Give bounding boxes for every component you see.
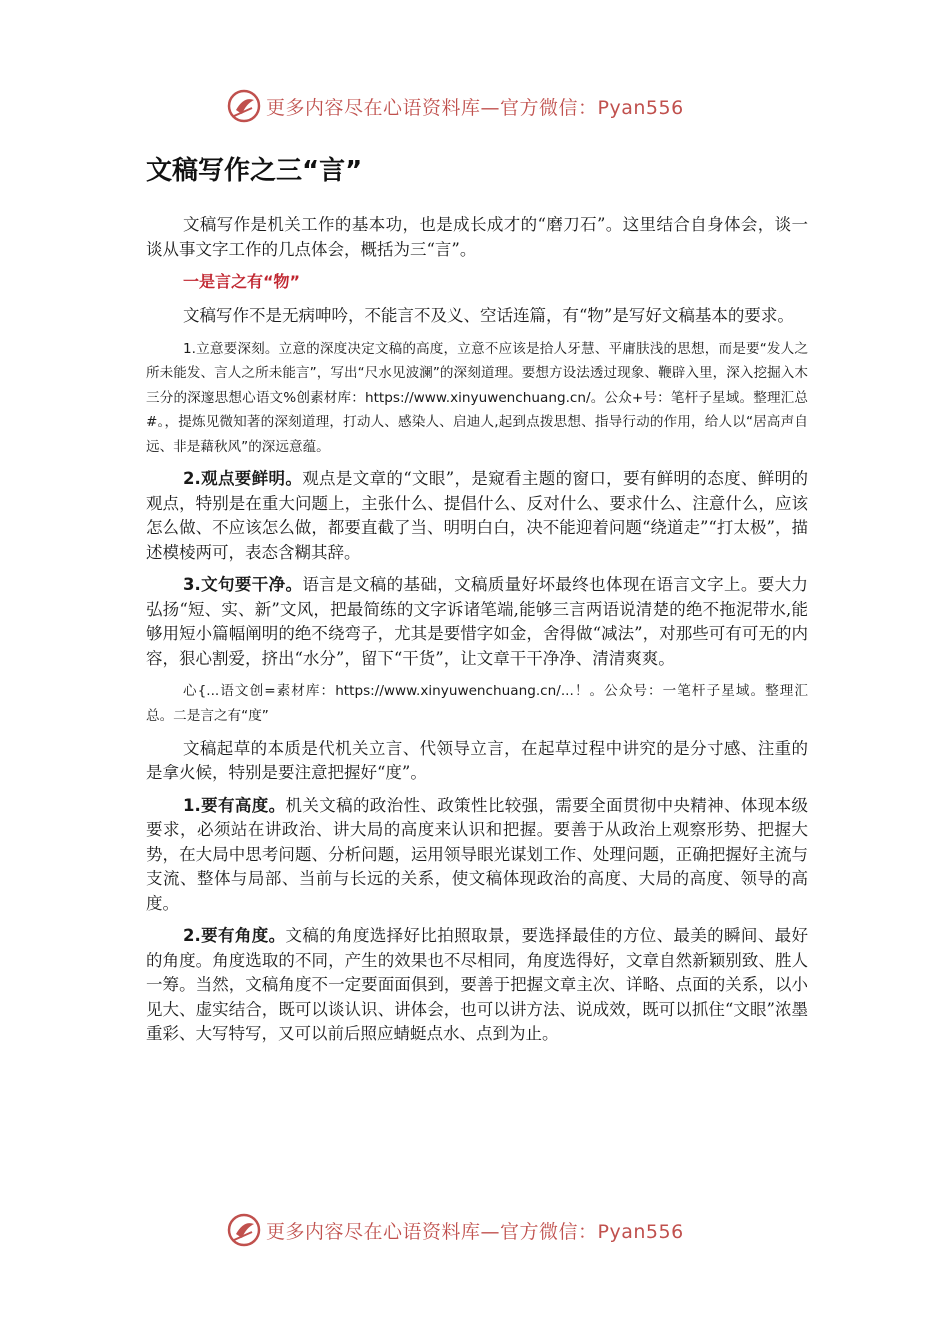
point-5-text: 文稿的角度选择好比拍照取景，要选择最佳的方位、最美的瞬间、最好的角度。角度选取的不同，产生的效果也不尽相同，角度选得好，文章自然新颖别致、胜人一筹。当然，文稿角度不一定要面面俱到，要善于把握文章主次、详略、点面的关系，以小见大、虚实结合，既可以谈认识、讲体会，也可以讲方法、说成效，既可以抓住“文眼”浓墨重彩、大写特写，又可以前后照应蜻蜓点水、点到为止。 (146, 926, 809, 1044)
section1-paragraph: 文稿写作不是无病呻吟，不能言不及义、空话连篇，有“物”是写好文稿基本的要求。 (183, 306, 794, 325)
watermark-paragraph: 心{...语文创=素材库：https://www.xinyuwenchuang.cn/...！。公众号：一笔杆子星域。整理汇总。二是言之有“度” (146, 683, 808, 725)
heart-book-logo-icon (226, 1212, 262, 1248)
document-body (146, 150, 808, 1055)
point-4-lead: 1.要有高度。 (183, 795, 286, 815)
page-title: 文稿写作之三“言” (146, 156, 363, 186)
point-3-text: 语言是文稿的基础，文稿质量好坏最终也体现在语言文字上。要大力弘扬“短、实、新”文风，把最简练的文字诉诸笔端,能够三言两语说清楚的绝不拖泥带水,能够用短小篇幅阐明的绝不绕弯子，尤其是要惜字如金，舍得做“减法”，对那些可有可无的内容，狠心割爱，挤出“水分”，留下“干货”，让文章干干净净、清清爽爽。 (146, 575, 809, 668)
header-banner (226, 86, 726, 126)
point-5-lead: 2.要有角度。 (183, 926, 286, 946)
point-4-text: 机关文稿的政治性、政策性比较强，需要全面贯彻中央精神、体现本级要求，必须站在讲政治、讲大局的高度来认识和把握。要善于从政治上观察形势、把握大势，在大局中思考问题、分析问题，运用领导眼光谋划工作、处理问题，正确把握好主流与支流、整体与局部、当前与长远的关系，使文稿体现政治的高度、大局的高度、领导的高度。 (146, 795, 809, 913)
point-2-lead: 2.观点要鲜明。 (183, 469, 303, 489)
point-2-text: 观点是文章的“文眼”，是窥看主题的窗口，要有鲜明的态度、鲜明的观点，特别是在重大问题上，主张什么、提倡什么、反对什么、要求什么、注意什么，应该怎么做、不应该怎么做，都要直截了当、明明白白，决不能迎着问题“绕道走”“打太极”，描述模棱两可，表态含糊其辞。 (146, 469, 808, 562)
point-3-paragraph (146, 573, 808, 671)
point-4-paragraph (146, 794, 808, 917)
point-3-lead: 3.文句要干净。 (183, 575, 303, 595)
heart-book-logo-icon (226, 88, 262, 124)
point-1-paragraph: 1.立意要深刻。立意的深度决定文稿的高度，立意不应该是拾人牙慧、平庸肤浅的思想，而是要“发人之所未能发、言人之所未能言”，写出“尺水见波澜”的深刻道理。要想方设法透过现象、鞭辟入里，深入挖掘入木三分的深邃思想心语文%创素材库：https://www.xinyuwenchuang.cn/。公众+号：笔杆子星域。整理汇总#。，提炼见微知著的深刻道理，打动人、感染人、启迪人,起到点拨思想、指导行动的作用，给人以“居高声自远、非是藉秋风”的深远意蕴。 (146, 340, 808, 455)
intro-paragraph: 文稿写作是机关工作的基本功，也是成长成才的“磨刀石”。这里结合自身体会，谈一谈从事文字工作的几点体会，概括为三“言”。 (146, 215, 808, 259)
footer-banner (226, 1210, 726, 1250)
header-banner-text: 更多内容尽在心语资料库—官方微信：Pyan556 (266, 96, 684, 119)
footer-banner-text: 更多内容尽在心语资料库—官方微信：Pyan556 (266, 1220, 684, 1243)
section-heading-1: 一是言之有“物” (183, 272, 301, 291)
point-2-paragraph (146, 467, 808, 565)
point-5-paragraph (146, 924, 808, 1047)
section2-paragraph: 文稿起草的本质是代机关立言、代领导立言，在起草过程中讲究的是分寸感、注重的是拿火候，特别是要注意把握好“度”。 (146, 738, 808, 783)
